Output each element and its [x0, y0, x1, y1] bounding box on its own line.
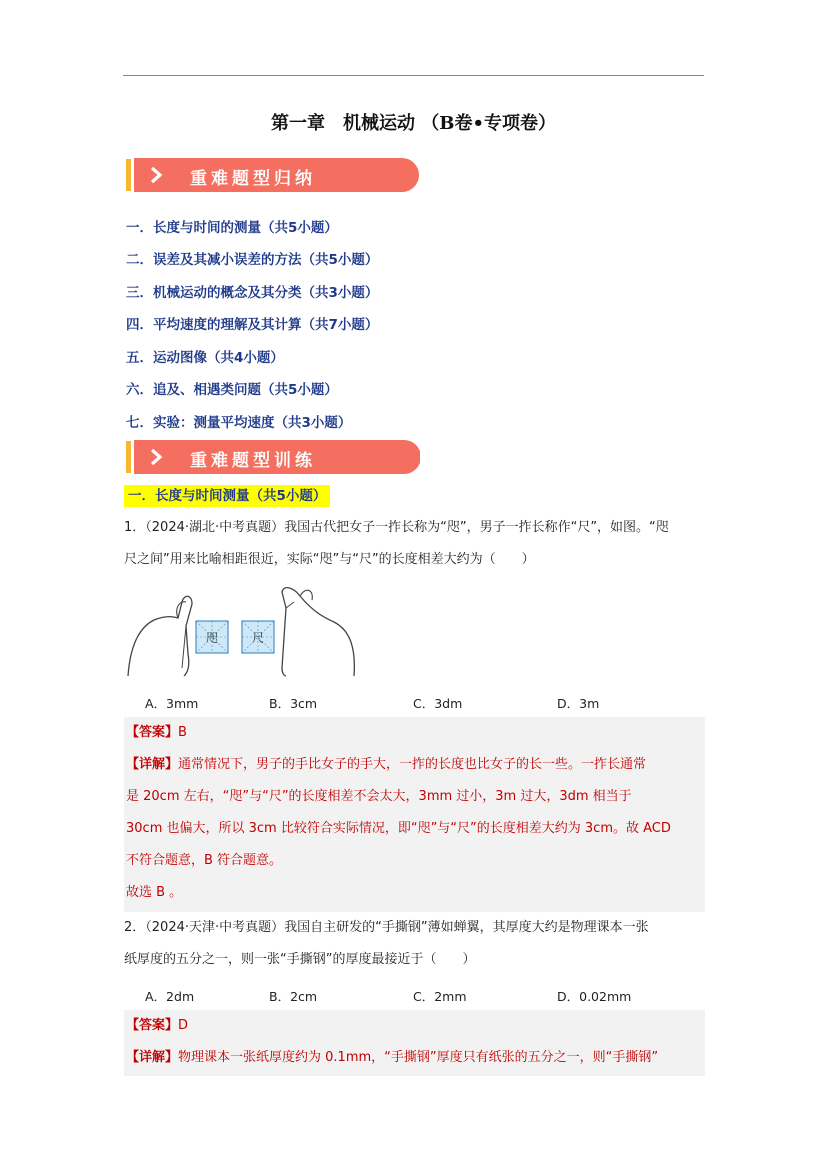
toc-item-3[interactable]: 三．机械运动的概念及其分类（共3小题）	[126, 285, 379, 301]
banner-training	[126, 440, 420, 474]
answer-label: 【答案】	[126, 725, 179, 740]
option-a[interactable]: A．3mm	[145, 696, 199, 711]
header-rule	[123, 75, 704, 76]
banner-summary-text: 重难题型归纳	[190, 169, 316, 189]
question-1-line-2: 尺之间”用来比喻相距很近，实际“咫”与“尺”的长度相差大约为（ ）	[124, 552, 535, 567]
option-c[interactable]: C．3dm	[413, 696, 463, 711]
right-hand-outline	[282, 588, 354, 676]
option-b[interactable]: B．2cm	[269, 989, 318, 1004]
banner-training-text: 重难题型训练	[190, 451, 316, 471]
question-2-line-1: 2．（2024·天津·中考真题）我国自主研发的“手撕钢”薄如蝉翼，其厚度大约是物理课本一张	[124, 920, 649, 935]
detail-label: 【详解】	[126, 1050, 179, 1065]
question-1-figure	[124, 578, 360, 686]
detail-line-1: 【详解】通常情况下，男子的手比女子的手大，一拃的长度也比女子的长一些。一拃长通常	[126, 757, 647, 772]
detail-line-2: 是 20cm 左右，“咫”与“尺”的长度相差不会太大，3mm 过小，3m 过大，3dm 相当于	[126, 789, 632, 804]
option-c[interactable]: C．2mm	[413, 989, 467, 1004]
character-left: 咫	[205, 631, 219, 645]
section-title: 一．长度与时间测量（共5小题）	[124, 485, 330, 507]
answer-label: 【答案】	[126, 1018, 179, 1033]
detail-line-3: 30cm 也偏大，所以 3cm 比较符合实际情况，即“咫”与“尺”的长度相差大约为 3cm。故 ACD	[126, 821, 671, 836]
character-box-left	[196, 621, 228, 653]
detail-line-4: 不符合题意，B 符合题意。	[126, 853, 283, 868]
toc-item-4[interactable]: 四．平均速度的理解及其计算（共7小题）	[126, 317, 379, 333]
character-box-right	[242, 621, 274, 653]
toc-item-2[interactable]: 二．误差及其减小误差的方法（共5小题）	[126, 252, 379, 268]
detail-line-1: 【详解】物理课本一张纸厚度约为 0.1mm，“手撕钢”厚度只有纸张的五分之一，则“手撕钢”	[126, 1050, 659, 1065]
question-1-line-1: 1．（2024·湖北·中考真题）我国古代把女子一拃长称为“咫”，男子一拃长称作“尺”，如图。“咫	[124, 520, 669, 535]
toc-item-7[interactable]: 七．实验：测量平均速度（共3小题）	[126, 415, 352, 431]
option-d[interactable]: D．0.02mm	[557, 989, 632, 1004]
answer-line	[124, 717, 705, 749]
banner-summary	[126, 158, 420, 192]
option-b[interactable]: B．3cm	[269, 696, 318, 711]
answer-value: D	[178, 1018, 189, 1033]
answer-line	[124, 1010, 705, 1042]
detail-line-5: 故选 B 。	[126, 885, 183, 900]
document-title: 第一章 机械运动 （B卷•专项卷）	[271, 113, 556, 134]
toc-item-1[interactable]: 一．长度与时间的测量（共5小题）	[126, 220, 338, 236]
question-2-line-2: 纸厚度的五分之一，则一张“手撕钢”的厚度最接近于（ ）	[124, 952, 476, 967]
toc-item-6[interactable]: 六．追及、相遇类问题（共5小题）	[126, 382, 338, 398]
toc-item-5[interactable]: 五．运动图像（共4小题）	[126, 350, 284, 366]
answer-value: B	[178, 725, 187, 740]
question-1-answer-block	[124, 717, 705, 912]
detail-label: 【详解】	[126, 757, 179, 772]
character-right: 尺	[251, 631, 265, 645]
option-a[interactable]: A．2dm	[145, 989, 195, 1004]
option-d[interactable]: D．3m	[557, 696, 600, 711]
question-2-answer-block	[124, 1010, 705, 1076]
